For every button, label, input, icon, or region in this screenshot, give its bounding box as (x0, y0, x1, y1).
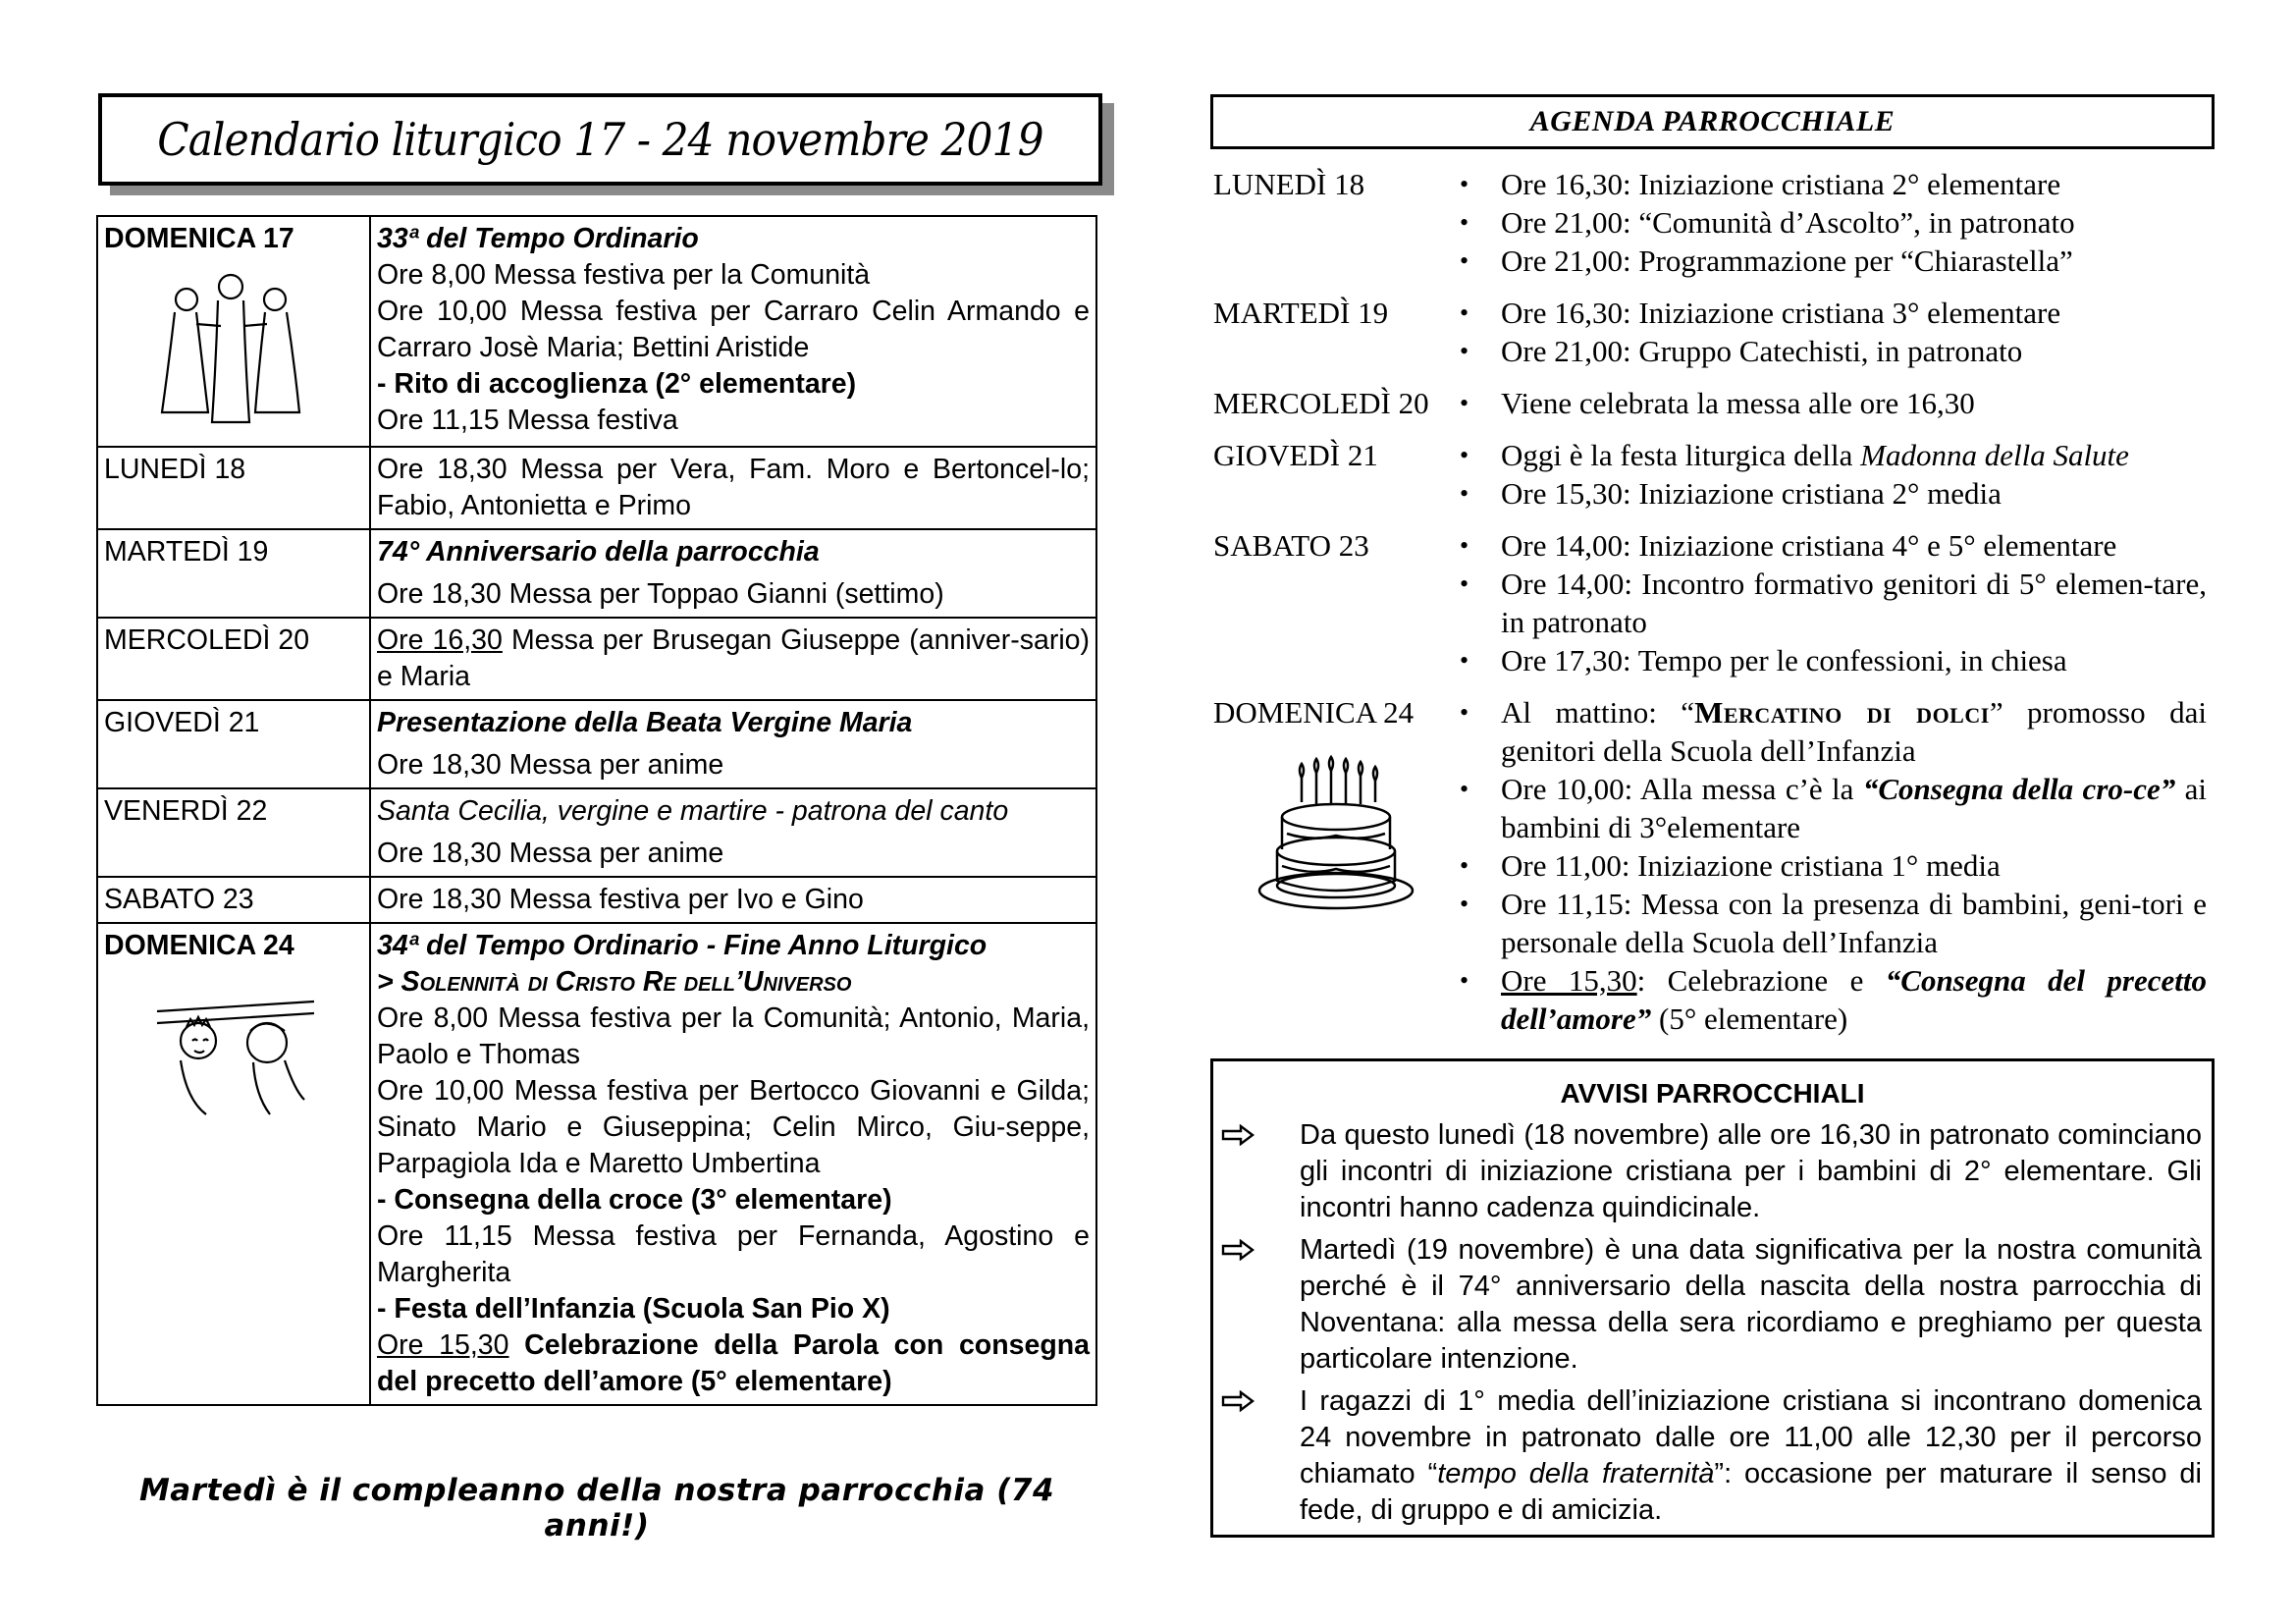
calendar-row (97, 788, 1096, 877)
agenda-day-label: LUNEDÌ 18 (1213, 167, 1365, 201)
agenda-item: • Ore 14,00: Iniziazione cristiana 4° e 5° elementare (1460, 526, 2207, 565)
calendar-day: GIOVEDÌ 21 (97, 700, 370, 788)
calendar-entry: 34ª del Tempo Ordinario - Fine Anno Liturgico (377, 930, 988, 961)
calendar-entries (370, 447, 1096, 529)
calendar-row (97, 877, 1096, 923)
calendar-day: VENERDÌ 22 (97, 788, 370, 877)
avvisi-title: AVVISI PARROCCHIALI (1560, 1078, 1865, 1109)
calendar-day: MARTEDÌ 19 (97, 529, 370, 618)
avviso-text: I ragazzi di 1° media dell’iniziazione cristiana si incontrano domenica 24 novembre in patronato dalle ore 11,00 alle 12,30 per il percorso chiamato “tempo della fraternità”: occasione per maturare il senso di fede, di gruppo e di amicizia. (1300, 1385, 2202, 1526)
calendar-footer-note: Martedì è il compleanno della nostra parrocchia (74 anni!) (138, 1473, 1055, 1543)
arrow-icon (1221, 1232, 1300, 1378)
avviso-item (1221, 1117, 2202, 1226)
calendar-entries (370, 788, 1096, 877)
calendar-entry: Ore 8,00 Messa festiva per la Comunità; Antonio, Maria, Paolo e Thomas (377, 1002, 1090, 1070)
agenda-item: • Ore 16,30: Iniziazione cristiana 3° elementare (1460, 294, 2207, 332)
agenda-item: • Ore 21,00: Programmazione per “Chiarastella” (1460, 242, 2207, 280)
agenda-item: • Ore 15,30: Celebrazione e “Consegna del precetto dell’amore” (5° elementare) (1460, 961, 2207, 1038)
agenda-list (1213, 165, 2207, 1052)
calendar-entry: Ore 18,30 Messa per Vera, Fam. Moro e Bertoncel-lo; Fabio, Antonietta e Primo (377, 454, 1090, 521)
avviso-item (1221, 1232, 2202, 1378)
agenda-item: • Ore 15,30: Iniziazione cristiana 2° media (1460, 474, 2207, 513)
calendar-entry: 74° Anniversario della parrocchia (377, 536, 820, 568)
calendar-entries (370, 700, 1096, 788)
calendar-day: LUNEDÌ 18 (97, 447, 370, 529)
agenda-items (1460, 294, 2207, 370)
agenda-item: • Al mattino: “Mercatino di dolci” promosso dai genitori della Scuola dell’Infanzia (1460, 693, 2207, 770)
calendar-entries (370, 529, 1096, 618)
calendar-entry: - Rito di accoglienza (2° elementare) (377, 368, 857, 400)
calendar-entry: Ore 10,00 Messa festiva per Carraro Celin Armando e Carraro Josè Maria; Bettini Aristide (377, 296, 1090, 363)
agenda-day-row (1213, 384, 2207, 422)
agenda-items (1460, 526, 2207, 679)
pilgrims-illustration (147, 265, 363, 442)
calendar-entry: Ore 8,00 Messa festiva per la Comunità (377, 259, 871, 291)
agenda-day-label: DOMENICA 24 (1213, 693, 1460, 1038)
calendar-day: SABATO 23 (97, 877, 370, 923)
agenda-day-row (1213, 294, 2207, 370)
agenda-item: • Ore 17,30: Tempo per le confessioni, in chiesa (1460, 641, 2207, 679)
agenda-items (1460, 165, 2207, 280)
agenda-day-label: SABATO 23 (1213, 528, 1369, 563)
agenda-items (1460, 436, 2207, 513)
agenda-day-label: MERCOLEDÌ 20 (1213, 386, 1429, 420)
calendar-row (97, 923, 1096, 1405)
crucifix-illustration (147, 972, 363, 1129)
calendar-entry: Ore 18,30 Messa per Toppao Gianni (settimo) (377, 578, 944, 610)
calendar-entries (370, 216, 1096, 447)
calendar-entries (370, 618, 1096, 700)
agenda-day-row (1213, 526, 2207, 679)
agenda-item: • Ore 10,00: Alla messa c’è la “Consegna della cro-ce” ai bambini di 3°elementare (1460, 770, 2207, 846)
calendar-day: DOMENICA 24 (97, 923, 370, 1405)
agenda-day-label: GIOVEDÌ 21 (1213, 438, 1378, 472)
calendar-title: Calendario liturgico 17 - 24 novembre 2019 (157, 113, 1043, 166)
avviso-text: Martedì (19 novembre) è una data significativa per la nostra comunità perché è il 74° anniversario della nascita della nostra parrocchia di Noventana: alla messa della sera ricordiamo e preghiamo per questa particolare intenzione. (1300, 1234, 2202, 1375)
agenda-item: • Ore 21,00: “Comunità d’Ascolto”, in patronato (1460, 203, 2207, 242)
calendar-entry: - Consegna della croce (3° elementare) (377, 1184, 892, 1216)
calendar-entry: Presentazione della Beata Vergine Maria (377, 707, 913, 738)
calendar-entry: Ore 18,30 Messa per anime (377, 838, 724, 869)
agenda-item: • Ore 11,00: Iniziazione cristiana 1° media (1460, 846, 2207, 885)
calendar-entry: Ore 18,30 Messa per anime (377, 749, 724, 781)
agenda-item: • Ore 16,30: Iniziazione cristiana 2° elementare (1460, 165, 2207, 203)
avviso-text: Da questo lunedì (18 novembre) alle ore 16,30 in patronato cominciano gli incontri di iniziazione cristiana per i bambini di 2° elementare. Gli incontri hanno cadenza quindicinale. (1300, 1119, 2202, 1223)
calendar-entry: 33ª del Tempo Ordinario (377, 223, 699, 254)
calendar-row (97, 618, 1096, 700)
agenda-items (1460, 693, 2207, 1038)
agenda-day-row (1213, 165, 2207, 280)
calendar-entry: Ore 11,15 Messa festiva (377, 405, 678, 436)
arrow-icon (1221, 1383, 1300, 1529)
agenda-items (1460, 384, 2207, 422)
avvisi-box (1210, 1058, 2215, 1538)
calendar-entry: Ore 10,00 Messa festiva per Bertocco Giovanni e Gilda; Sinato Mario e Giuseppina; Celin Mirco, Giu-seppe, Parpagiola Ida e Maretto Umbertina (377, 1075, 1090, 1179)
calendar-entries (370, 923, 1096, 1405)
calendar-row (97, 447, 1096, 529)
birthday-cake-illustration (1253, 743, 1429, 920)
liturgical-calendar-table (96, 215, 1097, 1406)
agenda-day-label: MARTEDÌ 19 (1213, 296, 1389, 330)
calendar-entry: Santa Cecilia, vergine e martire - patrona del canto (377, 795, 1009, 827)
agenda-item: • Ore 14,00: Incontro formativo genitori di 5° elemen-tare, in patronato (1460, 565, 2207, 641)
calendar-entry: Ore 11,15 Messa festiva per Fernanda, Agostino e Margherita (377, 1220, 1090, 1288)
calendar-entry: Ore 16,30 Messa per Brusegan Giuseppe (anniver-sario) e Maria (377, 624, 1091, 692)
agenda-item: • Oggi è la festa liturgica della Madonna della Salute (1460, 436, 2207, 474)
agenda-item: • Ore 11,15: Messa con la presenza di bambini, geni-tori e personale della Scuola dell’Infanzia (1460, 885, 2207, 961)
agenda-item: • Viene celebrata la messa alle ore 16,30 (1460, 384, 2207, 422)
agenda-title: AGENDA PARROCCHIALE (1529, 105, 1896, 137)
calendar-day: DOMENICA 17 (97, 216, 370, 447)
calendar-day: MERCOLEDÌ 20 (97, 618, 370, 700)
calendar-row (97, 216, 1096, 447)
agenda-day-row (1213, 693, 2207, 1038)
calendar-entry: - Festa dell’Infanzia (Scuola San Pio X) (377, 1293, 890, 1325)
calendar-entry: > Solennità di Cristo Re dell’Universo (377, 966, 852, 998)
calendar-entries (370, 877, 1096, 923)
calendar-row (97, 529, 1096, 618)
arrow-icon (1221, 1117, 1300, 1226)
calendar-title-box (98, 93, 1102, 186)
calendar-row (97, 700, 1096, 788)
agenda-item: • Ore 21,00: Gruppo Catechisti, in patronato (1460, 332, 2207, 370)
agenda-day-row (1213, 436, 2207, 513)
avviso-item (1221, 1383, 2202, 1529)
calendar-entry: Ore 18,30 Messa festiva per Ivo e Gino (377, 884, 864, 915)
agenda-title-box (1210, 94, 2215, 149)
calendar-entry: Ore 15,30 Celebrazione della Parola con consegna del precetto dell’amore (5° elementare) (377, 1329, 1090, 1397)
